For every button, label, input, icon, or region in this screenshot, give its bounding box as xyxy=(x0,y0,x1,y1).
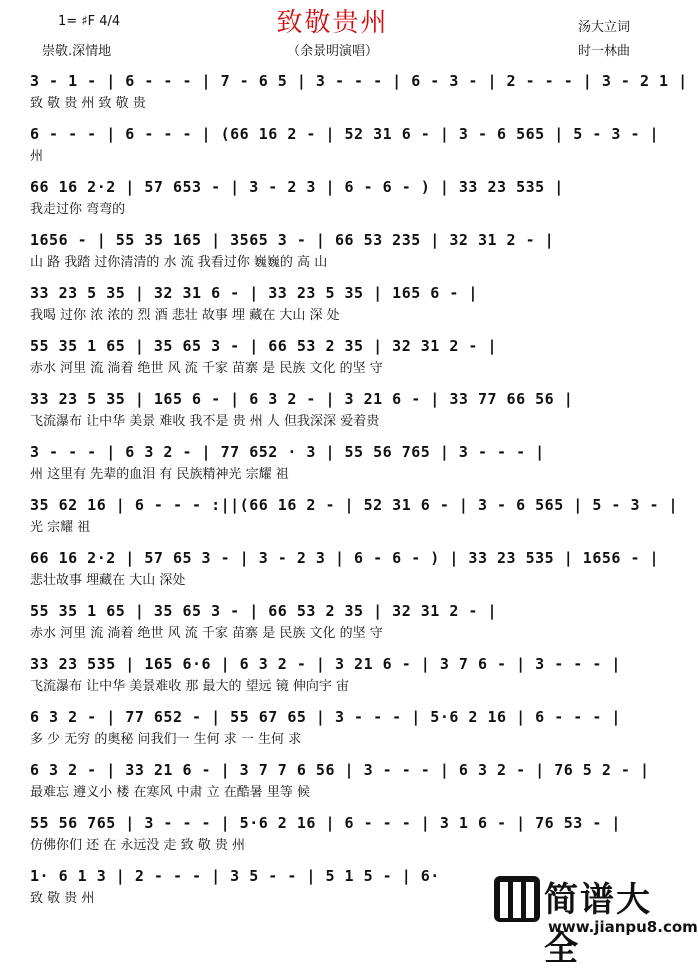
notation-line: 6 3 2 - | 33 21 6 - | 3 7 7 6 56 | 3 - - - | 6 3 2 - | 76 5 2 - | xyxy=(30,761,650,779)
notation-line: 33 23 5 35 | 165 6 - | 6 3 2 - | 3 21 6 - | 33 77 66 56 | xyxy=(30,390,574,408)
notation-line: 1656 - | 55 35 165 | 3565 3 - | 66 53 235 | 32 31 2 - | xyxy=(30,231,555,249)
notation-line: 33 23 5 35 | 32 31 6 - | 33 23 5 35 | 165 6 - | xyxy=(30,284,478,302)
score-row xyxy=(30,68,688,114)
notation-line: 6 - - - | 6 - - - | (66 16 2 - | 52 31 6 - | 3 - 6 565 | 5 - 3 - | xyxy=(30,125,660,143)
score-row xyxy=(30,704,640,750)
score-row xyxy=(30,227,640,273)
lyric-line: 州 xyxy=(30,149,44,164)
score-row xyxy=(30,545,660,591)
lyric-line: 赤水 河里 流 淌着 绝世 风 流 千家 苗寨 是 民族 文化 的坚 守 xyxy=(30,626,383,641)
lyric-line: 我走过你 弯弯的 xyxy=(30,202,126,217)
score-row xyxy=(30,280,640,326)
lyric-line: 最难忘 遵义小 楼 在寒风 中肃 立 在酷暑 里等 候 xyxy=(30,785,311,800)
score-row xyxy=(30,439,640,485)
score-row xyxy=(30,174,640,220)
composer: 时一林曲 xyxy=(578,44,631,59)
lyric-line: 光 宗耀 祖 xyxy=(30,520,91,535)
piano-logo-icon xyxy=(494,876,540,922)
performer: （余景明演唱） xyxy=(286,44,378,59)
notation-line: 3 - 1 - | 6 - - - | 7 - 6 5 | 3 - - - | 6 - 3 - | 2 - - - | 3 - 2 1 | xyxy=(30,72,688,90)
score-row xyxy=(30,333,640,379)
lyric-line: 悲壮故事 埋藏在 大山 深处 xyxy=(30,573,186,588)
lyric-line: 多 少 无穷 的奥秘 问我们一 生何 求 一 生何 求 xyxy=(30,732,302,747)
score-row xyxy=(30,598,640,644)
notation-line: 35 62 16 | 6 - - - :||(66 16 2 - | 52 31 6 - | 3 - 6 565 | 5 - 3 - | xyxy=(30,496,679,514)
notation-line: 55 35 1 65 | 35 65 3 - | 66 53 2 35 | 32 31 2 - | xyxy=(30,602,498,620)
notation-line: 1· 6 1 3 | 2 - - - | 3 5 - - | 5 1 5 - | 6· xyxy=(30,867,440,885)
lyric-line: 州 这里有 先辈的血泪 有 民族精神光 宗耀 祖 xyxy=(30,467,289,482)
lyricist: 汤大立词 xyxy=(578,20,631,35)
lyric-line: 飞流瀑布 让中华 美景 难收 我不是 贵 州 人 但我深深 爱着贵 xyxy=(30,414,380,429)
score-row xyxy=(30,492,679,538)
score-row xyxy=(30,121,660,167)
watermark-url: www.jianpu8.com xyxy=(548,918,698,936)
notation-line: 66 16 2·2 | 57 65 3 - | 3 - 2 3 | 6 - 6 - ) | 33 23 535 | 1656 - | xyxy=(30,549,660,567)
notation-line: 33 23 535 | 165 6·6 | 6 3 2 - | 3 21 6 - | 3 7 6 - | 3 - - - | xyxy=(30,655,621,673)
score-row xyxy=(30,386,640,432)
song-title: 致敬贵州 xyxy=(276,8,389,38)
score-row xyxy=(30,651,640,697)
score-row xyxy=(30,810,640,856)
lyric-line: 赤水 河里 流 淌着 绝世 风 流 千家 苗寨 是 民族 文化 的坚 守 xyxy=(30,361,383,376)
lyric-line: 我喝 过你 浓 浓的 烈 酒 悲壮 故事 埋 藏在 大山 深 处 xyxy=(30,308,340,323)
key-signature: 1= ♯F 4/4 xyxy=(58,14,121,29)
lyric-line: 仿佛你们 还 在 永远没 走 致 敬 贵 州 xyxy=(30,838,246,853)
notation-line: 66 16 2·2 | 57 653 - | 3 - 2 3 | 6 - 6 - ) | 33 23 535 | xyxy=(30,178,564,196)
notation-line: 3 - - - | 6 3 2 - | 77 652 · 3 | 55 56 765 | 3 - - - | xyxy=(30,443,545,461)
lyric-line: 致 敬 贵 州 致 敬 贵 xyxy=(30,96,146,111)
watermark-brand: 简谱大全 xyxy=(544,880,652,969)
score-row xyxy=(30,757,650,803)
notation-line: 55 56 765 | 3 - - - | 5·6 2 16 | 6 - - - | 3 1 6 - | 76 53 - | xyxy=(30,814,621,832)
lyric-line: 飞流瀑布 让中华 美景难收 那 最大的 望远 镜 伸向宇 宙 xyxy=(30,679,350,694)
lyric-line: 山 路 我踏 过你清清的 水 流 我看过你 巍巍的 高 山 xyxy=(30,255,328,270)
lyric-line: 致 敬 贵 州 xyxy=(30,891,95,906)
notation-line: 6 3 2 - | 77 652 - | 55 67 65 | 3 - - - | 5·6 2 16 | 6 - - - | xyxy=(30,708,621,726)
watermark xyxy=(494,872,698,969)
notation-line: 55 35 1 65 | 35 65 3 - | 66 53 2 35 | 32 31 2 - | xyxy=(30,337,498,355)
tempo-mood: 崇敬.深情地 xyxy=(42,44,112,59)
